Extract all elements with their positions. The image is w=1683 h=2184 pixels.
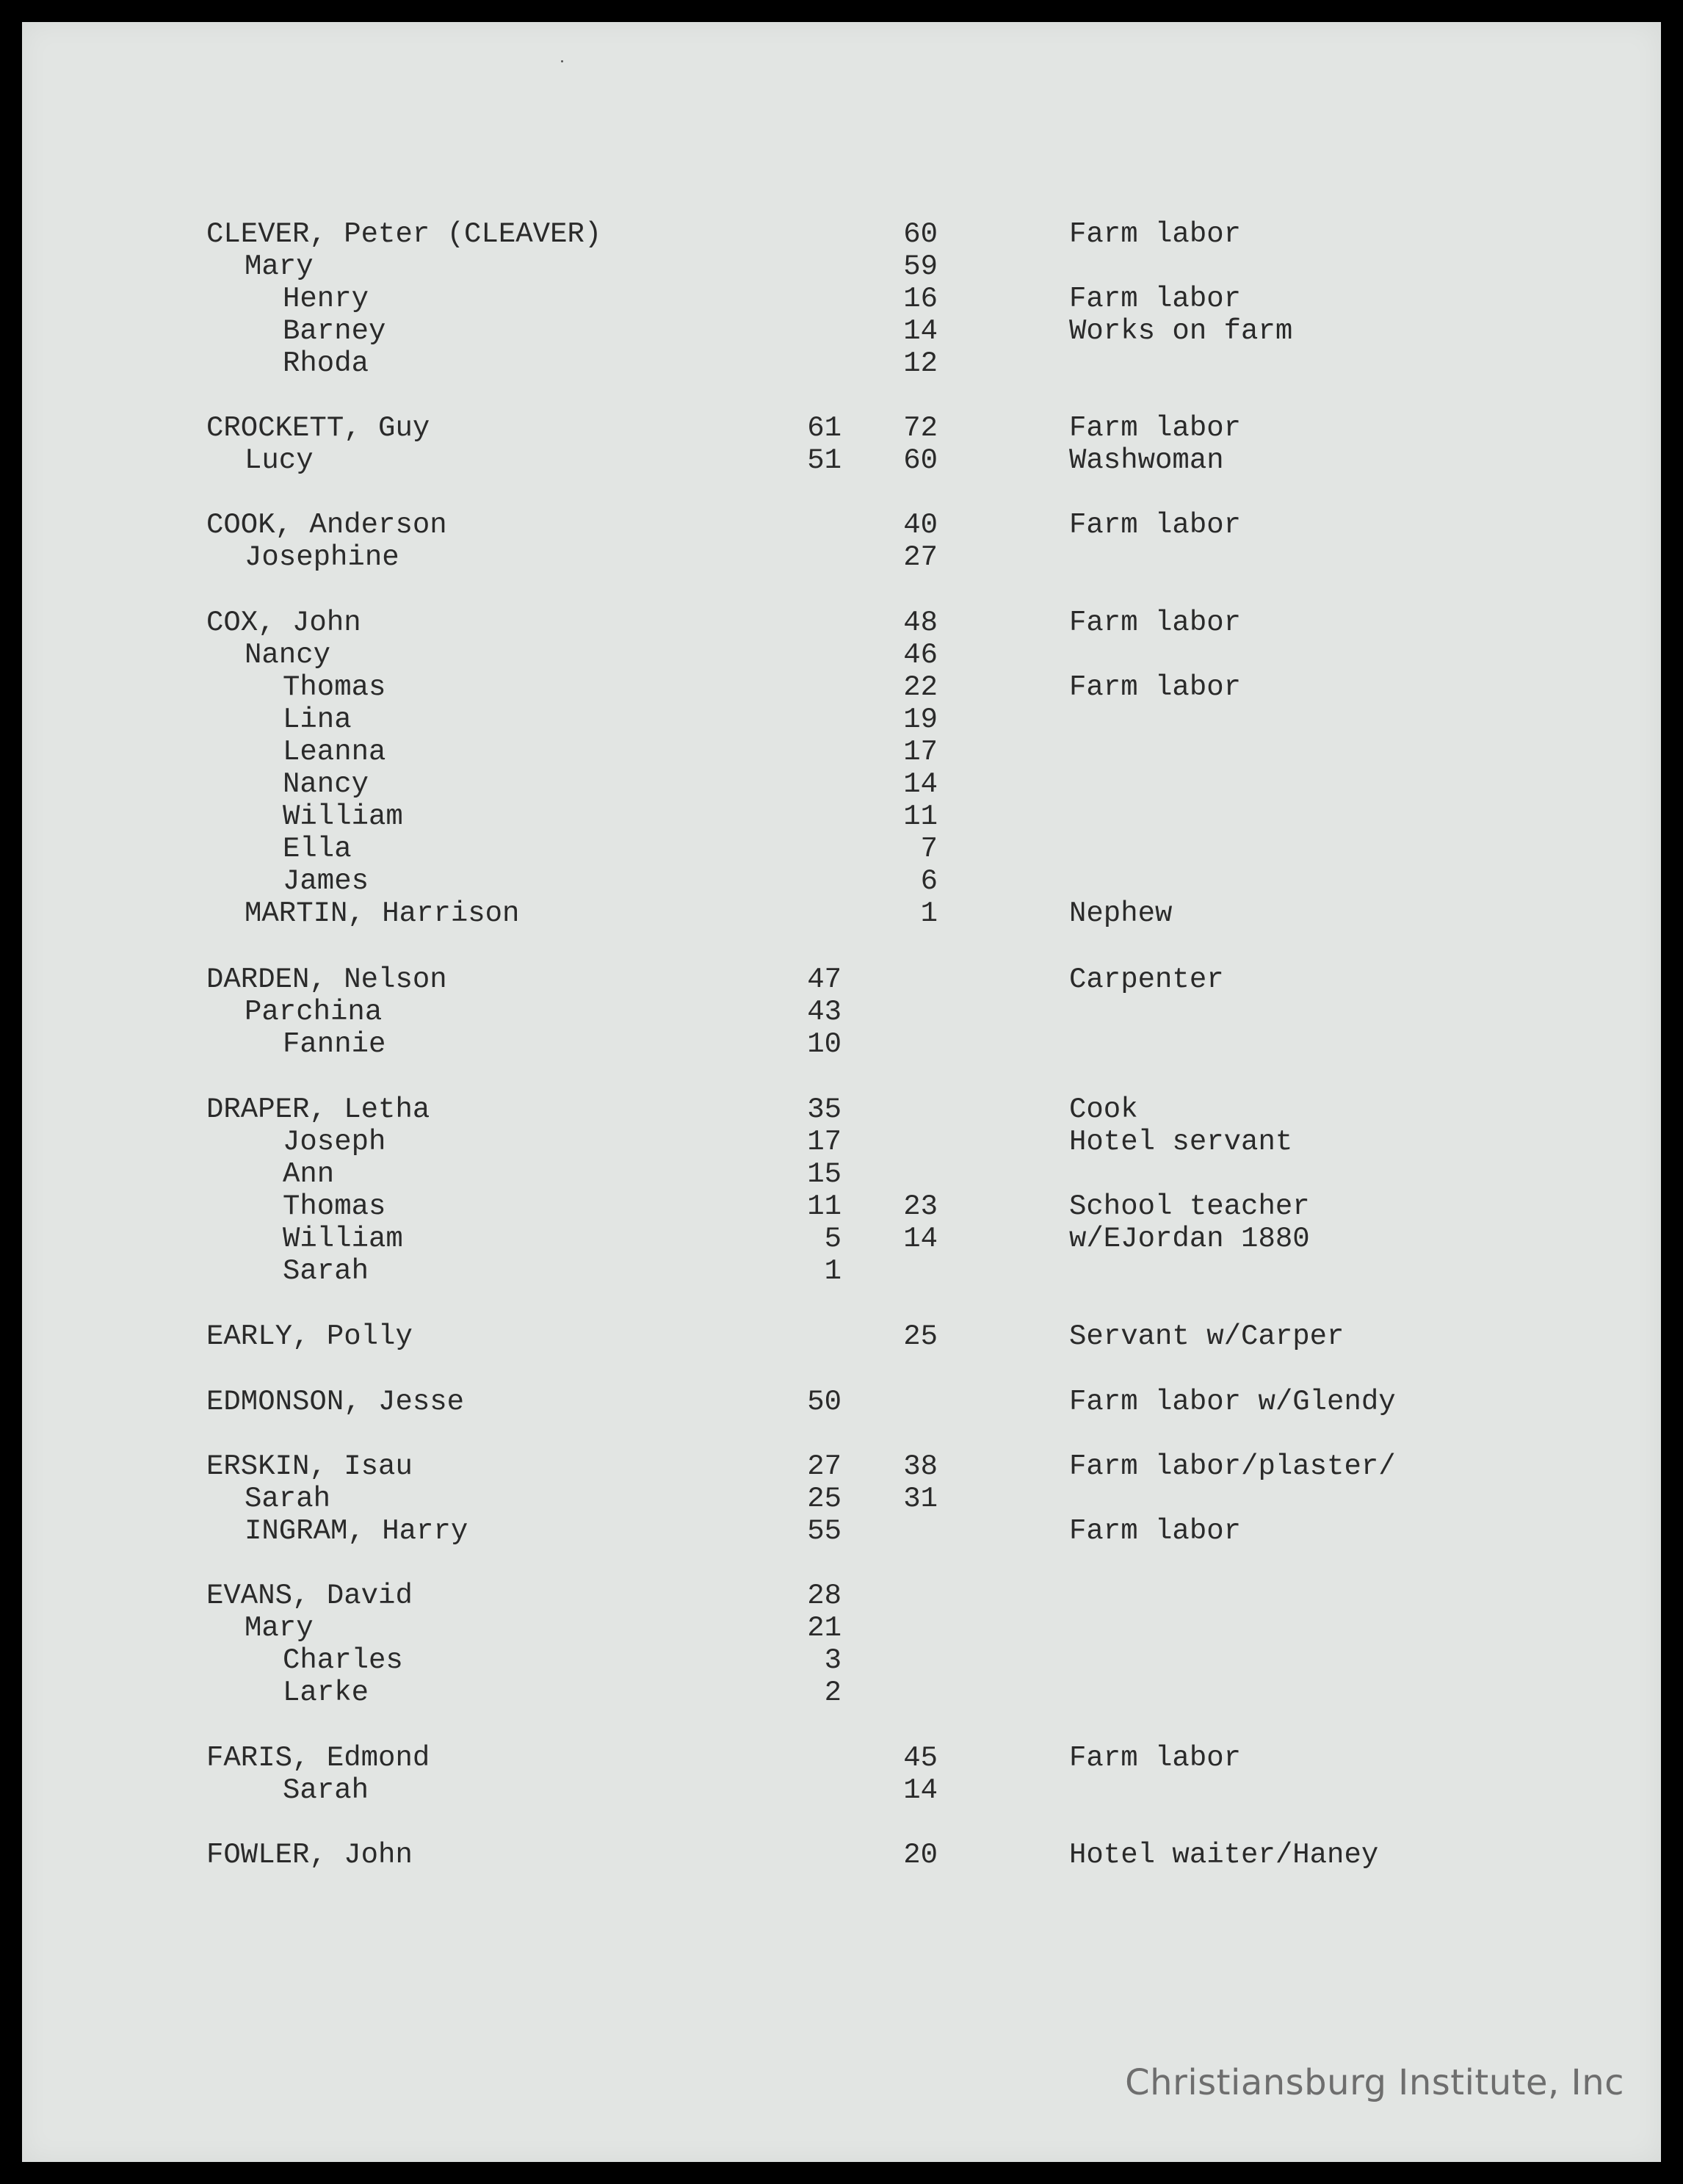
age-column-1: 35 <box>807 1093 842 1126</box>
person-name: Thomas <box>283 1190 386 1223</box>
age-column-2: 22 <box>903 671 938 704</box>
person-name: Rhoda <box>283 347 369 380</box>
age-column-1: 1 <box>824 1255 842 1287</box>
person-name: Leanna <box>283 736 386 768</box>
list-item <box>0 1612 1683 1644</box>
person-name: ERSKIN, Isau <box>206 1450 413 1483</box>
person-name: DRAPER, Letha <box>206 1093 430 1126</box>
list-item <box>0 315 1683 347</box>
person-name: Nancy <box>245 639 331 671</box>
occupation: Farm labor <box>1069 283 1242 315</box>
age-column-2: 31 <box>903 1483 938 1515</box>
age-column-2: 20 <box>903 1839 938 1871</box>
person-name: Lucy <box>245 444 314 477</box>
age-column-1: 5 <box>824 1223 842 1255</box>
person-name: Barney <box>283 315 386 347</box>
list-item <box>0 1190 1683 1223</box>
occupation: Carpenter <box>1069 963 1224 996</box>
list-item <box>0 639 1683 671</box>
list-item <box>0 1483 1683 1515</box>
age-column-1: 50 <box>807 1386 842 1418</box>
person-name: EARLY, Polly <box>206 1320 413 1353</box>
person-name: Henry <box>283 283 369 315</box>
person-name: Charles <box>283 1644 403 1677</box>
list-item <box>0 1839 1683 1871</box>
occupation: Farm labor <box>1069 1515 1242 1547</box>
person-name: DARDEN, Nelson <box>206 963 447 996</box>
person-name: William <box>283 1223 403 1255</box>
person-name: Sarah <box>245 1483 331 1515</box>
occupation: Farm labor <box>1069 671 1242 704</box>
age-column-2: 23 <box>903 1190 938 1223</box>
age-column-1: 28 <box>807 1580 842 1612</box>
list-item <box>0 509 1683 541</box>
list-item <box>0 218 1683 250</box>
person-name: Lina <box>283 704 352 736</box>
age-column-1: 27 <box>807 1450 842 1483</box>
person-name: Fannie <box>283 1028 386 1060</box>
occupation: Farm labor <box>1069 607 1242 639</box>
list-item <box>0 1093 1683 1126</box>
occupation: Cook <box>1069 1093 1138 1126</box>
person-name: COOK, Anderson <box>206 509 447 541</box>
list-item <box>0 541 1683 574</box>
person-name: MARTIN, Harrison <box>245 897 520 930</box>
list-item <box>0 607 1683 639</box>
person-name: Thomas <box>283 671 386 704</box>
age-column-1: 51 <box>807 444 842 477</box>
list-item <box>0 1774 1683 1807</box>
occupation: w/EJordan 1880 <box>1069 1223 1310 1255</box>
person-name: Joseph <box>283 1126 386 1158</box>
age-column-2: 11 <box>903 800 938 833</box>
age-column-2: 14 <box>903 315 938 347</box>
list-item <box>0 347 1683 380</box>
occupation: Hotel servant <box>1069 1126 1293 1158</box>
age-column-2: 14 <box>903 1774 938 1807</box>
person-name: FARIS, Edmond <box>206 1742 430 1774</box>
list-item <box>0 1515 1683 1547</box>
age-column-1: 21 <box>807 1612 842 1644</box>
age-column-2: 59 <box>903 250 938 283</box>
list-item <box>0 444 1683 477</box>
occupation: Farm labor/plaster/ <box>1069 1450 1396 1483</box>
list-item <box>0 833 1683 865</box>
occupation: Farm labor <box>1069 1742 1242 1774</box>
person-name: Sarah <box>283 1774 369 1807</box>
age-column-1: 55 <box>807 1515 842 1547</box>
age-column-2: 14 <box>903 1223 938 1255</box>
occupation: Farm labor <box>1069 218 1242 250</box>
person-name: Mary <box>245 1612 314 1644</box>
list-item <box>0 865 1683 897</box>
age-column-2: 38 <box>903 1450 938 1483</box>
person-name: CROCKETT, Guy <box>206 412 430 444</box>
list-item <box>0 1320 1683 1353</box>
age-column-1: 61 <box>807 412 842 444</box>
list-item <box>0 671 1683 704</box>
list-item <box>0 963 1683 996</box>
list-item <box>0 1028 1683 1060</box>
person-name: EVANS, David <box>206 1580 413 1612</box>
person-name: William <box>283 800 403 833</box>
list-item <box>0 996 1683 1028</box>
person-name: Parchina <box>245 996 383 1028</box>
list-item <box>0 1158 1683 1190</box>
list-item <box>0 1386 1683 1418</box>
person-name: EDMONSON, Jesse <box>206 1386 465 1418</box>
age-column-1: 2 <box>824 1677 842 1709</box>
age-column-2: 17 <box>903 736 938 768</box>
occupation: Works on farm <box>1069 315 1293 347</box>
age-column-2: 7 <box>920 833 938 865</box>
age-column-1: 43 <box>807 996 842 1028</box>
list-item <box>0 768 1683 800</box>
age-column-1: 15 <box>807 1158 842 1190</box>
age-column-2: 6 <box>920 865 938 897</box>
list-item <box>0 1644 1683 1677</box>
person-name: Larke <box>283 1677 369 1709</box>
person-name: Josephine <box>245 541 399 574</box>
person-name: CLEVER, Peter (CLEAVER) <box>206 218 602 250</box>
list-item <box>0 1580 1683 1612</box>
list-item <box>0 736 1683 768</box>
occupation: School teacher <box>1069 1190 1310 1223</box>
occupation: Hotel waiter/Haney <box>1069 1839 1379 1871</box>
person-name: Nancy <box>283 768 369 800</box>
age-column-1: 3 <box>824 1644 842 1677</box>
list-item <box>0 1677 1683 1709</box>
person-name: COX, John <box>206 607 361 639</box>
age-column-1: 10 <box>807 1028 842 1060</box>
list-item <box>0 1255 1683 1287</box>
age-column-2: 46 <box>903 639 938 671</box>
age-column-2: 45 <box>903 1742 938 1774</box>
age-column-2: 40 <box>903 509 938 541</box>
list-item <box>0 1450 1683 1483</box>
person-name: Sarah <box>283 1255 369 1287</box>
age-column-2: 72 <box>903 412 938 444</box>
age-column-2: 27 <box>903 541 938 574</box>
list-item <box>0 412 1683 444</box>
list-item <box>0 704 1683 736</box>
list-item <box>0 1742 1683 1774</box>
list-item <box>0 250 1683 283</box>
age-column-1: 11 <box>807 1190 842 1223</box>
occupation: Farm labor <box>1069 509 1242 541</box>
person-name: FOWLER, John <box>206 1839 413 1871</box>
age-column-2: 1 <box>920 897 938 930</box>
list-item <box>0 800 1683 833</box>
list-item <box>0 1126 1683 1158</box>
list-item <box>0 1223 1683 1255</box>
age-column-1: 25 <box>807 1483 842 1515</box>
person-name: INGRAM, Harry <box>245 1515 468 1547</box>
age-column-2: 19 <box>903 704 938 736</box>
age-column-2: 25 <box>903 1320 938 1353</box>
occupation: Nephew <box>1069 897 1173 930</box>
age-column-2: 16 <box>903 283 938 315</box>
list-item <box>0 897 1683 930</box>
list-item <box>0 283 1683 315</box>
age-column-2: 60 <box>903 218 938 250</box>
person-name: James <box>283 865 369 897</box>
age-column-2: 60 <box>903 444 938 477</box>
occupation: Washwoman <box>1069 444 1224 477</box>
watermark-text: Christiansburg Institute, Inc <box>1125 2062 1624 2103</box>
age-column-2: 14 <box>903 768 938 800</box>
person-name: Mary <box>245 250 314 283</box>
occupation: Servant w/Carper <box>1069 1320 1344 1353</box>
person-name: Ella <box>283 833 352 865</box>
person-name: Ann <box>283 1158 335 1190</box>
age-column-2: 48 <box>903 607 938 639</box>
age-column-1: 47 <box>807 963 842 996</box>
age-column-1: 17 <box>807 1126 842 1158</box>
occupation: Farm labor <box>1069 412 1242 444</box>
occupation: Farm labor w/Glendy <box>1069 1386 1396 1418</box>
age-column-2: 12 <box>903 347 938 380</box>
